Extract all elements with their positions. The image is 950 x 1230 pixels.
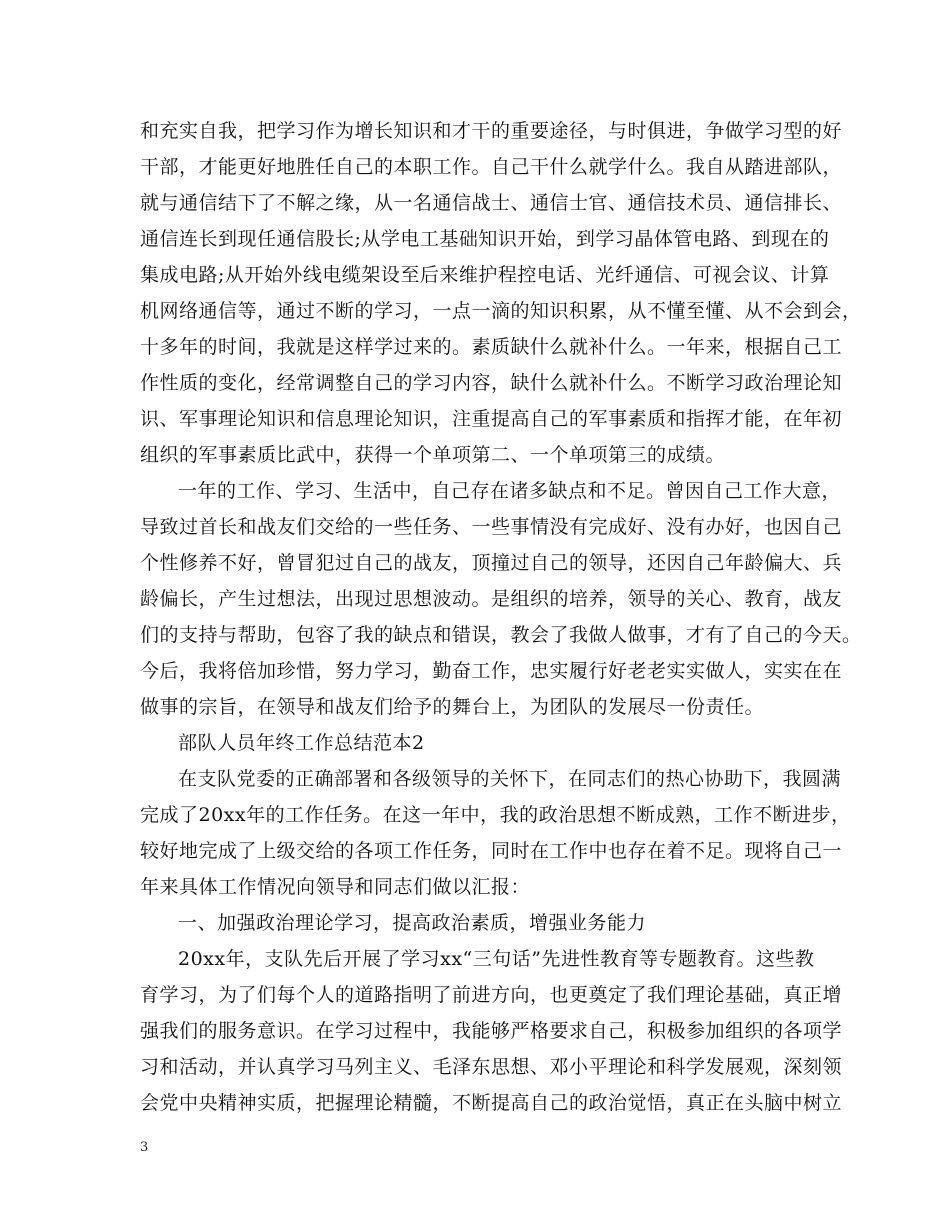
page-number: 3 [140, 1140, 149, 1155]
text-line: 集成电路;从开始外线电缆架设至后来维护程控电话、光纤通信、可视会议、计算 [140, 264, 830, 286]
text-line: 识、军事理论知识和信息理论知识，注重提高自己的军事素质和指挥才能，在年初 [140, 408, 843, 430]
text-line: 就与通信结下了不解之缘，从一名通信战士、通信士官、通信技术员、通信排长、 [140, 192, 843, 214]
text-line: 今后，我将倍加珍惜，努力学习，勤奋工作，忠实履行好老老实实做人，实实在在 [140, 660, 843, 682]
section-title: 部队人员年终工作总结范本2 [178, 732, 425, 754]
paragraph-first-line: 一年的工作、学习、生活中，自己存在诸多缺点和不足。曾因自己工作大意， [178, 480, 842, 502]
text-line: 和充实自我，把学习作为增长知识和才干的重要途径，与时俱进，争做学习型的好 [140, 120, 843, 142]
text-line: 导致过首长和战友们交给的一些任务、一些事情没有完成好、没有办好，也因自己 [140, 516, 843, 538]
text-line: 会党中央精神实质，把握理论精髓，不断提高自己的政治觉悟，真正在头脑中树立 [140, 1092, 843, 1114]
text-line: 干部，才能更好地胜任自己的本职工作。自己干什么就学什么。我自从踏进部队， [140, 156, 843, 178]
text-line: 习和活动，并认真学习马列主义、毛泽东思想、邓小平理论和科学发展观，深刻领 [140, 1056, 843, 1078]
text-line: 机网络通信等，通过不断的学习，一点一滴的知识积累，从不懂至懂、从不会到会， [140, 300, 862, 322]
paragraph-first-line: 20xx年，支队先后开展了学习xx“三句话”先进性教育等专题教育。这些教 [178, 948, 815, 970]
text-line: 龄偏长，产生过想法，出现过思想波动。是组织的培养，领导的关心、教育，战友 [140, 588, 843, 610]
text-line: 做事的宗旨，在领导和战友们给予的舞台上，为团队的发展尽一份责任。 [140, 696, 765, 718]
subsection-heading: 一、加强政治理论学习，提高政治素质，增强业务能力 [178, 912, 647, 934]
text-line: 组织的军事素质比武中，获得一个单项第二、一个单项第三的成绩。 [140, 444, 726, 466]
text-line: 通信连长到现任通信股长;从学电工基础知识开始，到学习晶体管电路、到现在的 [140, 228, 830, 250]
text-line: 完成了20xx年的工作任务。在这一年中，我的政治思想不断成熟，工作不断进步， [140, 804, 851, 826]
text-line: 们的支持与帮助，包容了我的缺点和错误，教会了我做人做事，才有了自己的今天。 [140, 624, 862, 646]
text-line: 强我们的服务意识。在学习过程中，我能够严格要求自己，积极参加组织的各项学 [140, 1020, 843, 1042]
text-line: 个性修养不好，曾冒犯过自己的战友，顶撞过自己的领导，还因自己年龄偏大、兵 [140, 552, 843, 574]
text-line: 育学习，为了们每个人的道路指明了前进方向，也更奠定了我们理论基础，真正增 [140, 984, 843, 1006]
text-line: 较好地完成了上级交给的各项工作任务，同时在工作中也存在着不足。现将自己一 [140, 840, 843, 862]
text-line: 十多年的时间，我就是这样学过来的。素质缺什么就补什么。一年来，根据自己工 [140, 336, 843, 358]
text-line: 年来具体工作情况向领导和同志们做以汇报： [140, 876, 531, 898]
paragraph-first-line: 在支队党委的正确部署和各级领导的关怀下，在同志们的热心协助下，我圆满 [178, 768, 842, 790]
text-line: 作性质的变化，经常调整自己的学习内容，缺什么就补什么。不断学习政治理论知 [140, 372, 843, 394]
